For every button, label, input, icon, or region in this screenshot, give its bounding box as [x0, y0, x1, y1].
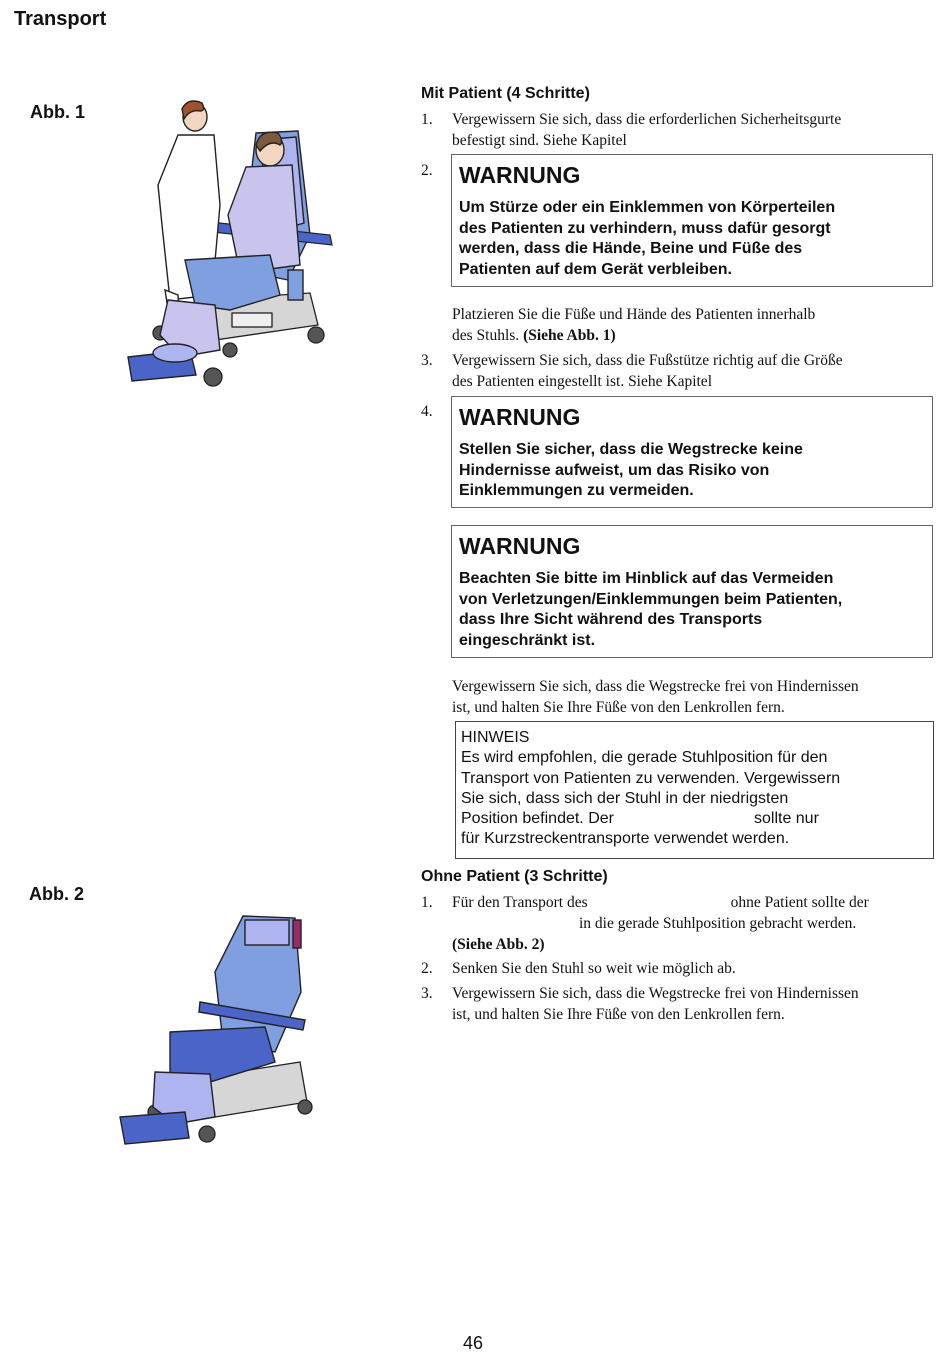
step-line: Vergewissern Sie sich, dass die Wegstrecke frei von Hindernissen — [452, 985, 859, 1002]
step-line: in die gerade Stuhlposition gebracht werden. — [579, 915, 857, 932]
warning-body — [459, 440, 922, 502]
step-number: 1. — [421, 111, 433, 128]
step-number: 4. — [421, 403, 433, 420]
warning-line: Um Stürze oder ein Einklemmen von Körperteilen — [459, 199, 836, 216]
section-heading-without-patient: Ohne Patient (3 Schritte) — [421, 868, 608, 885]
step-line: Vergewissern Sie sich, dass die Wegstrecke frei von Hindernissen — [452, 678, 859, 695]
step-line: Vergewissern Sie sich, dass die Fußstütze richtig auf die Größe — [452, 352, 843, 369]
step-line-text: Für den Transport des — [452, 894, 588, 911]
step-line: des Patienten eingestellt ist. Siehe Kapitel — [452, 373, 712, 390]
step-line: ist, und halten Sie Ihre Füße von den Lenkrollen fern. — [452, 699, 785, 716]
step-number: 3. — [421, 352, 433, 369]
step-line: befestigt sind. Siehe Kapitel — [452, 132, 627, 149]
warning-title: WARNUNG — [459, 533, 581, 559]
warning-line: Hindernisse aufweist, um das Risiko von — [459, 461, 770, 479]
warning-line: eingeschränkt ist. — [459, 631, 596, 649]
warning-line: Beachten Sie bitte im Hinblick auf das Vermeiden — [459, 570, 834, 587]
note-line: für Kurzstreckentransporte verwendet werden. — [461, 830, 790, 848]
step-number: 2. — [421, 162, 433, 179]
figure-1-label: Abb. 1 — [30, 102, 86, 122]
note-title: HINWEIS — [461, 729, 530, 746]
warning-line: Stellen Sie sicher, dass die Wegstrecke keine — [459, 441, 803, 458]
warning-line: Patienten auf dem Gerät verbleiben. — [459, 260, 732, 278]
step-text: Senken Sie den Stuhl so weit wie möglich ab. — [452, 960, 736, 977]
warning-line: werden, dass die Hände, Beine und Füße des — [459, 240, 803, 257]
note-box — [455, 721, 934, 859]
warning-title: WARNUNG — [459, 404, 581, 430]
note-text: Position befindet. Der — [461, 810, 614, 828]
step-text — [452, 892, 937, 955]
step-line-text: des Stuhls. — [452, 327, 520, 344]
step-text — [452, 350, 937, 392]
note-line — [461, 809, 925, 829]
warning-box — [451, 396, 933, 508]
step-line: Vergewissern Sie sich, dass die erforderlichen Sicherheitsgurte — [452, 111, 842, 128]
step-line: Platzieren Sie die Füße und Hände des Patienten innerhalb — [452, 306, 816, 323]
warning-line: des Patienten zu verhindern, muss dafür gesorgt — [459, 219, 831, 237]
step-line-text: ohne Patient sollte der — [730, 894, 869, 911]
step-number: 1. — [421, 894, 433, 911]
note-line: Transport von Patienten zu verwenden. Vergewissern — [461, 769, 841, 787]
step-text — [452, 676, 937, 718]
warning-line: dass Ihre Sicht während des Transports — [459, 611, 763, 628]
note-line: Es wird empfohlen, die gerade Stuhlposition für den — [461, 749, 828, 767]
figure-2-label: Abb. 2 — [29, 884, 85, 904]
page-number: 46 — [463, 1333, 484, 1353]
step-number: 3. — [421, 985, 433, 1002]
figure-reference: (Siehe Abb. 2) — [452, 936, 545, 953]
step-number: 2. — [421, 960, 433, 977]
page-title: Transport — [14, 8, 107, 30]
step-text — [452, 109, 937, 151]
figure-2-illustration — [115, 912, 315, 1154]
warning-box — [451, 525, 933, 658]
note-text: sollte nur — [753, 810, 819, 828]
warning-body — [459, 198, 922, 280]
figure-1-illustration — [120, 95, 335, 395]
step-text — [452, 983, 937, 1025]
step-line: ist, und halten Sie Ihre Füße von den Lenkrollen fern. — [452, 1006, 785, 1023]
section-heading-with-patient: Mit Patient (4 Schritte) — [421, 85, 590, 102]
warning-box — [451, 154, 933, 287]
warning-body — [459, 569, 922, 651]
warning-line: Einklemmungen zu vermeiden. — [459, 482, 694, 499]
step-line — [452, 892, 937, 913]
warning-title: WARNUNG — [459, 162, 581, 188]
figure-reference: (Siehe Abb. 1) — [523, 327, 616, 344]
step-line — [452, 325, 937, 346]
warning-line: von Verletzungen/Einklemmungen beim Patienten, — [459, 590, 843, 608]
note-line: Sie sich, dass sich der Stuhl in der niedrigsten — [461, 789, 789, 807]
step-text — [452, 304, 937, 346]
